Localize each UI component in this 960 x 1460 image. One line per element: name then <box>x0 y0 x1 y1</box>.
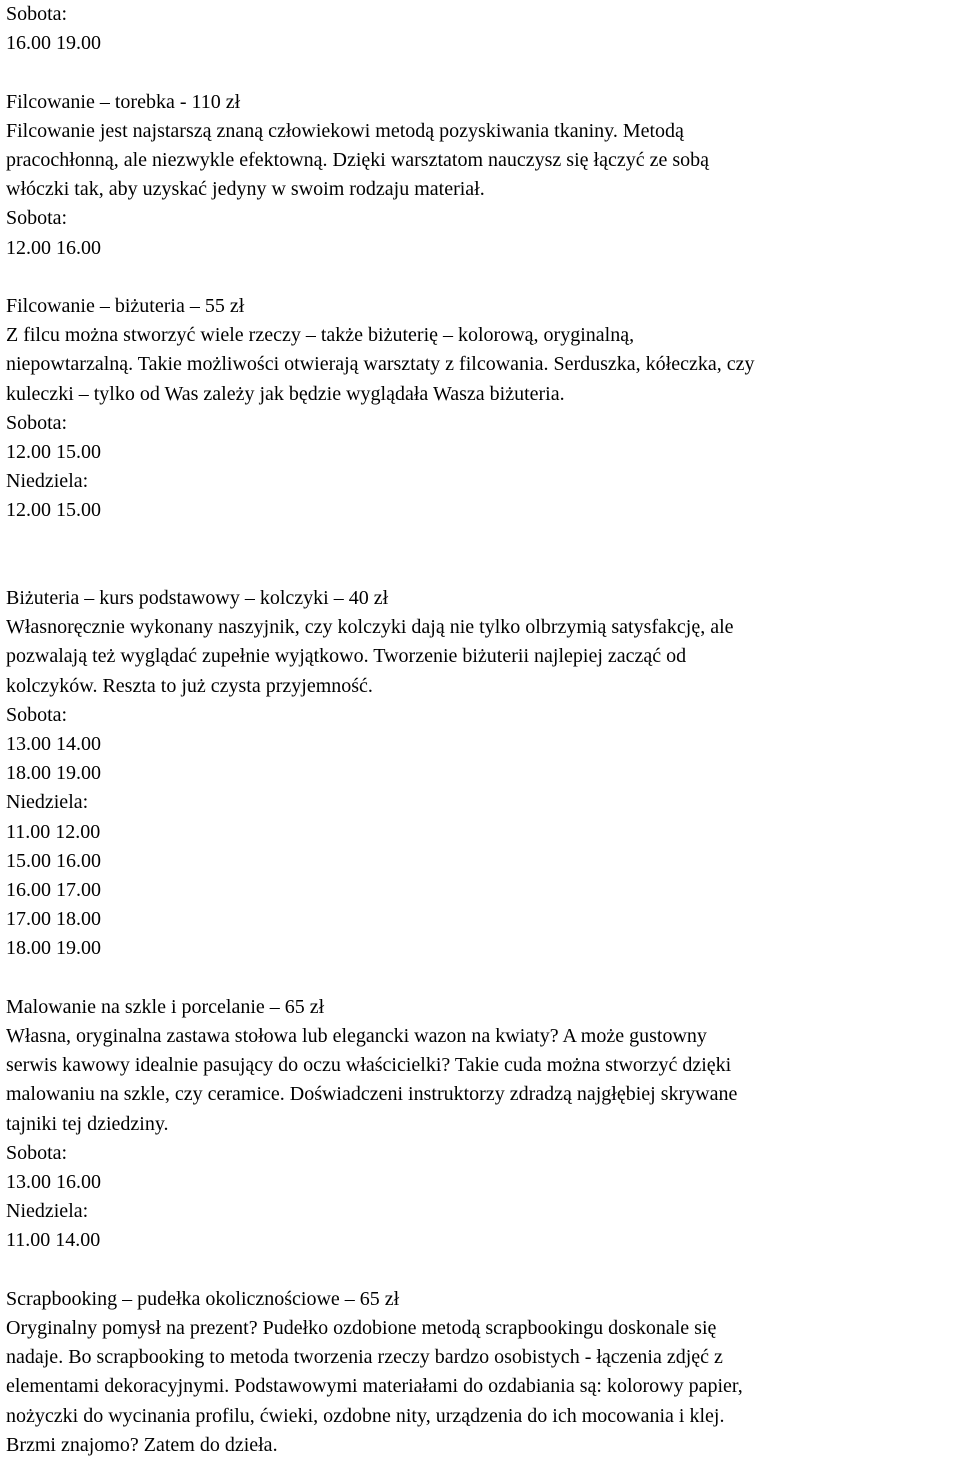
schedule-time: 12.00 15.00 <box>6 441 101 464</box>
schedule-time: 11.00 12.00 <box>6 820 101 843</box>
description-line: malowaniu na szkle, czy ceramice. Doświadczeni instruktorzy zdradzą najgłębiej skrywane <box>6 1083 738 1106</box>
description-line: nadaje. Bo scrapbooking to metoda tworzenia rzeczy bardzo osobistych - łączenia zdjęć z <box>6 1346 723 1369</box>
workshop-title: Malowanie na szkle i porcelanie – 65 zł <box>6 995 325 1018</box>
schedule-time: 11.00 14.00 <box>6 1229 101 1252</box>
workshop-section-scrapbooking <box>6 1285 960 1460</box>
workshop-section-bizuteria-kolczyki <box>6 584 960 964</box>
top-schedule <box>6 0 960 58</box>
description-line: pracochłonną, ale niezwykle efektowną. Dzięki warsztatom nauczysz się łączyć ze sobą <box>6 149 709 171</box>
workshop-section-filcowanie-bizuteria <box>6 292 960 526</box>
schedule-time: 18.00 19.00 <box>6 937 101 960</box>
description-line: elementami dekoracyjnymi. Podstawowymi materiałami do ozdabiania są: kolorowy papier, <box>6 1375 743 1398</box>
workshop-title: Filcowanie – biżuteria – 55 zł <box>6 295 245 317</box>
schedule-day: Sobota: <box>6 207 68 230</box>
description-line: włóczki tak, aby uzyskać jedyny w swoim rodzaju materiał. <box>6 178 485 201</box>
description-line: tajniki tej dziedziny. <box>6 1112 169 1135</box>
workshop-title: Biżuteria – kurs podstawowy – kolczyki – 40 zł <box>6 587 389 610</box>
description-line: Własnoręcznie wykonany naszyjnik, czy kolczyki dają nie tylko olbrzymią satysfakcję, ale <box>6 616 734 639</box>
description-line: Własna, oryginalna zastawa stołowa lub elegancki wazon na kwiaty? A może gustowny <box>6 1025 707 1048</box>
schedule-time: 16.00 17.00 <box>6 879 101 902</box>
workshop-section-filcowanie-torebka <box>6 88 960 263</box>
description-line: nożyczki do wycinania profilu, ćwieki, ozdobne nity, urządzenia do ich mocowania i klej. <box>6 1404 725 1427</box>
description-line: Filcowanie jest najstarszą znaną człowiekowi metodą pozyskiwania tkaniny. Metodą <box>6 119 684 142</box>
schedule-day: Sobota: <box>6 411 68 434</box>
schedule-time: 13.00 14.00 <box>6 733 101 756</box>
description-line: kolczyków. Reszta to już czysta przyjemność. <box>6 674 373 697</box>
description-line: Z filcu można stworzyć wiele rzeczy – także biżuterię – kolorową, oryginalną, <box>6 324 635 347</box>
schedule-time: 15.00 16.00 <box>6 849 101 872</box>
description-line: pozwalają też wyglądać zupełnie wyjątkowo. Tworzenie biżuterii najlepiej zacząć od <box>6 645 687 668</box>
schedule-day: Sobota: <box>6 703 68 726</box>
workshop-title: Filcowanie – torebka - 110 zł <box>6 90 241 113</box>
description-line: serwis kawowy idealnie pasujący do oczu właścicielki? Takie cuda można stworzyć dzięki <box>6 1054 732 1077</box>
schedule-day: Sobota: <box>6 1141 68 1164</box>
schedule-time: 18.00 19.00 <box>6 762 101 785</box>
workshop-section-malowanie <box>6 993 960 1256</box>
schedule-day: Niedziela: <box>6 470 89 493</box>
schedule-day: Niedziela: <box>6 1200 89 1223</box>
workshop-title: Scrapbooking – pudełka okolicznościowe – 65 zł <box>6 1287 400 1310</box>
schedule-time: 12.00 15.00 <box>6 499 101 522</box>
schedule-day: Sobota: <box>6 3 68 25</box>
description-line: Brzmi znajomo? Zatem do dzieła. <box>6 1433 278 1456</box>
schedule-time: 12.00 16.00 <box>6 236 101 259</box>
schedule-time: 16.00 19.00 <box>6 32 101 55</box>
description-line: niepowtarzalną. Takie możliwości otwierają warsztaty z filcowania. Serduszka, kółeczka, czy <box>6 353 755 376</box>
description-line: kuleczki – tylko od Was zależy jak będzie wyglądała Wasza biżuteria. <box>6 382 565 405</box>
schedule-day: Niedziela: <box>6 791 89 814</box>
schedule-time: 13.00 16.00 <box>6 1171 101 1194</box>
schedule-time: 17.00 18.00 <box>6 908 101 931</box>
description-line: Oryginalny pomysł na prezent? Pudełko ozdobione metodą scrapbookingu doskonale się <box>6 1317 717 1340</box>
